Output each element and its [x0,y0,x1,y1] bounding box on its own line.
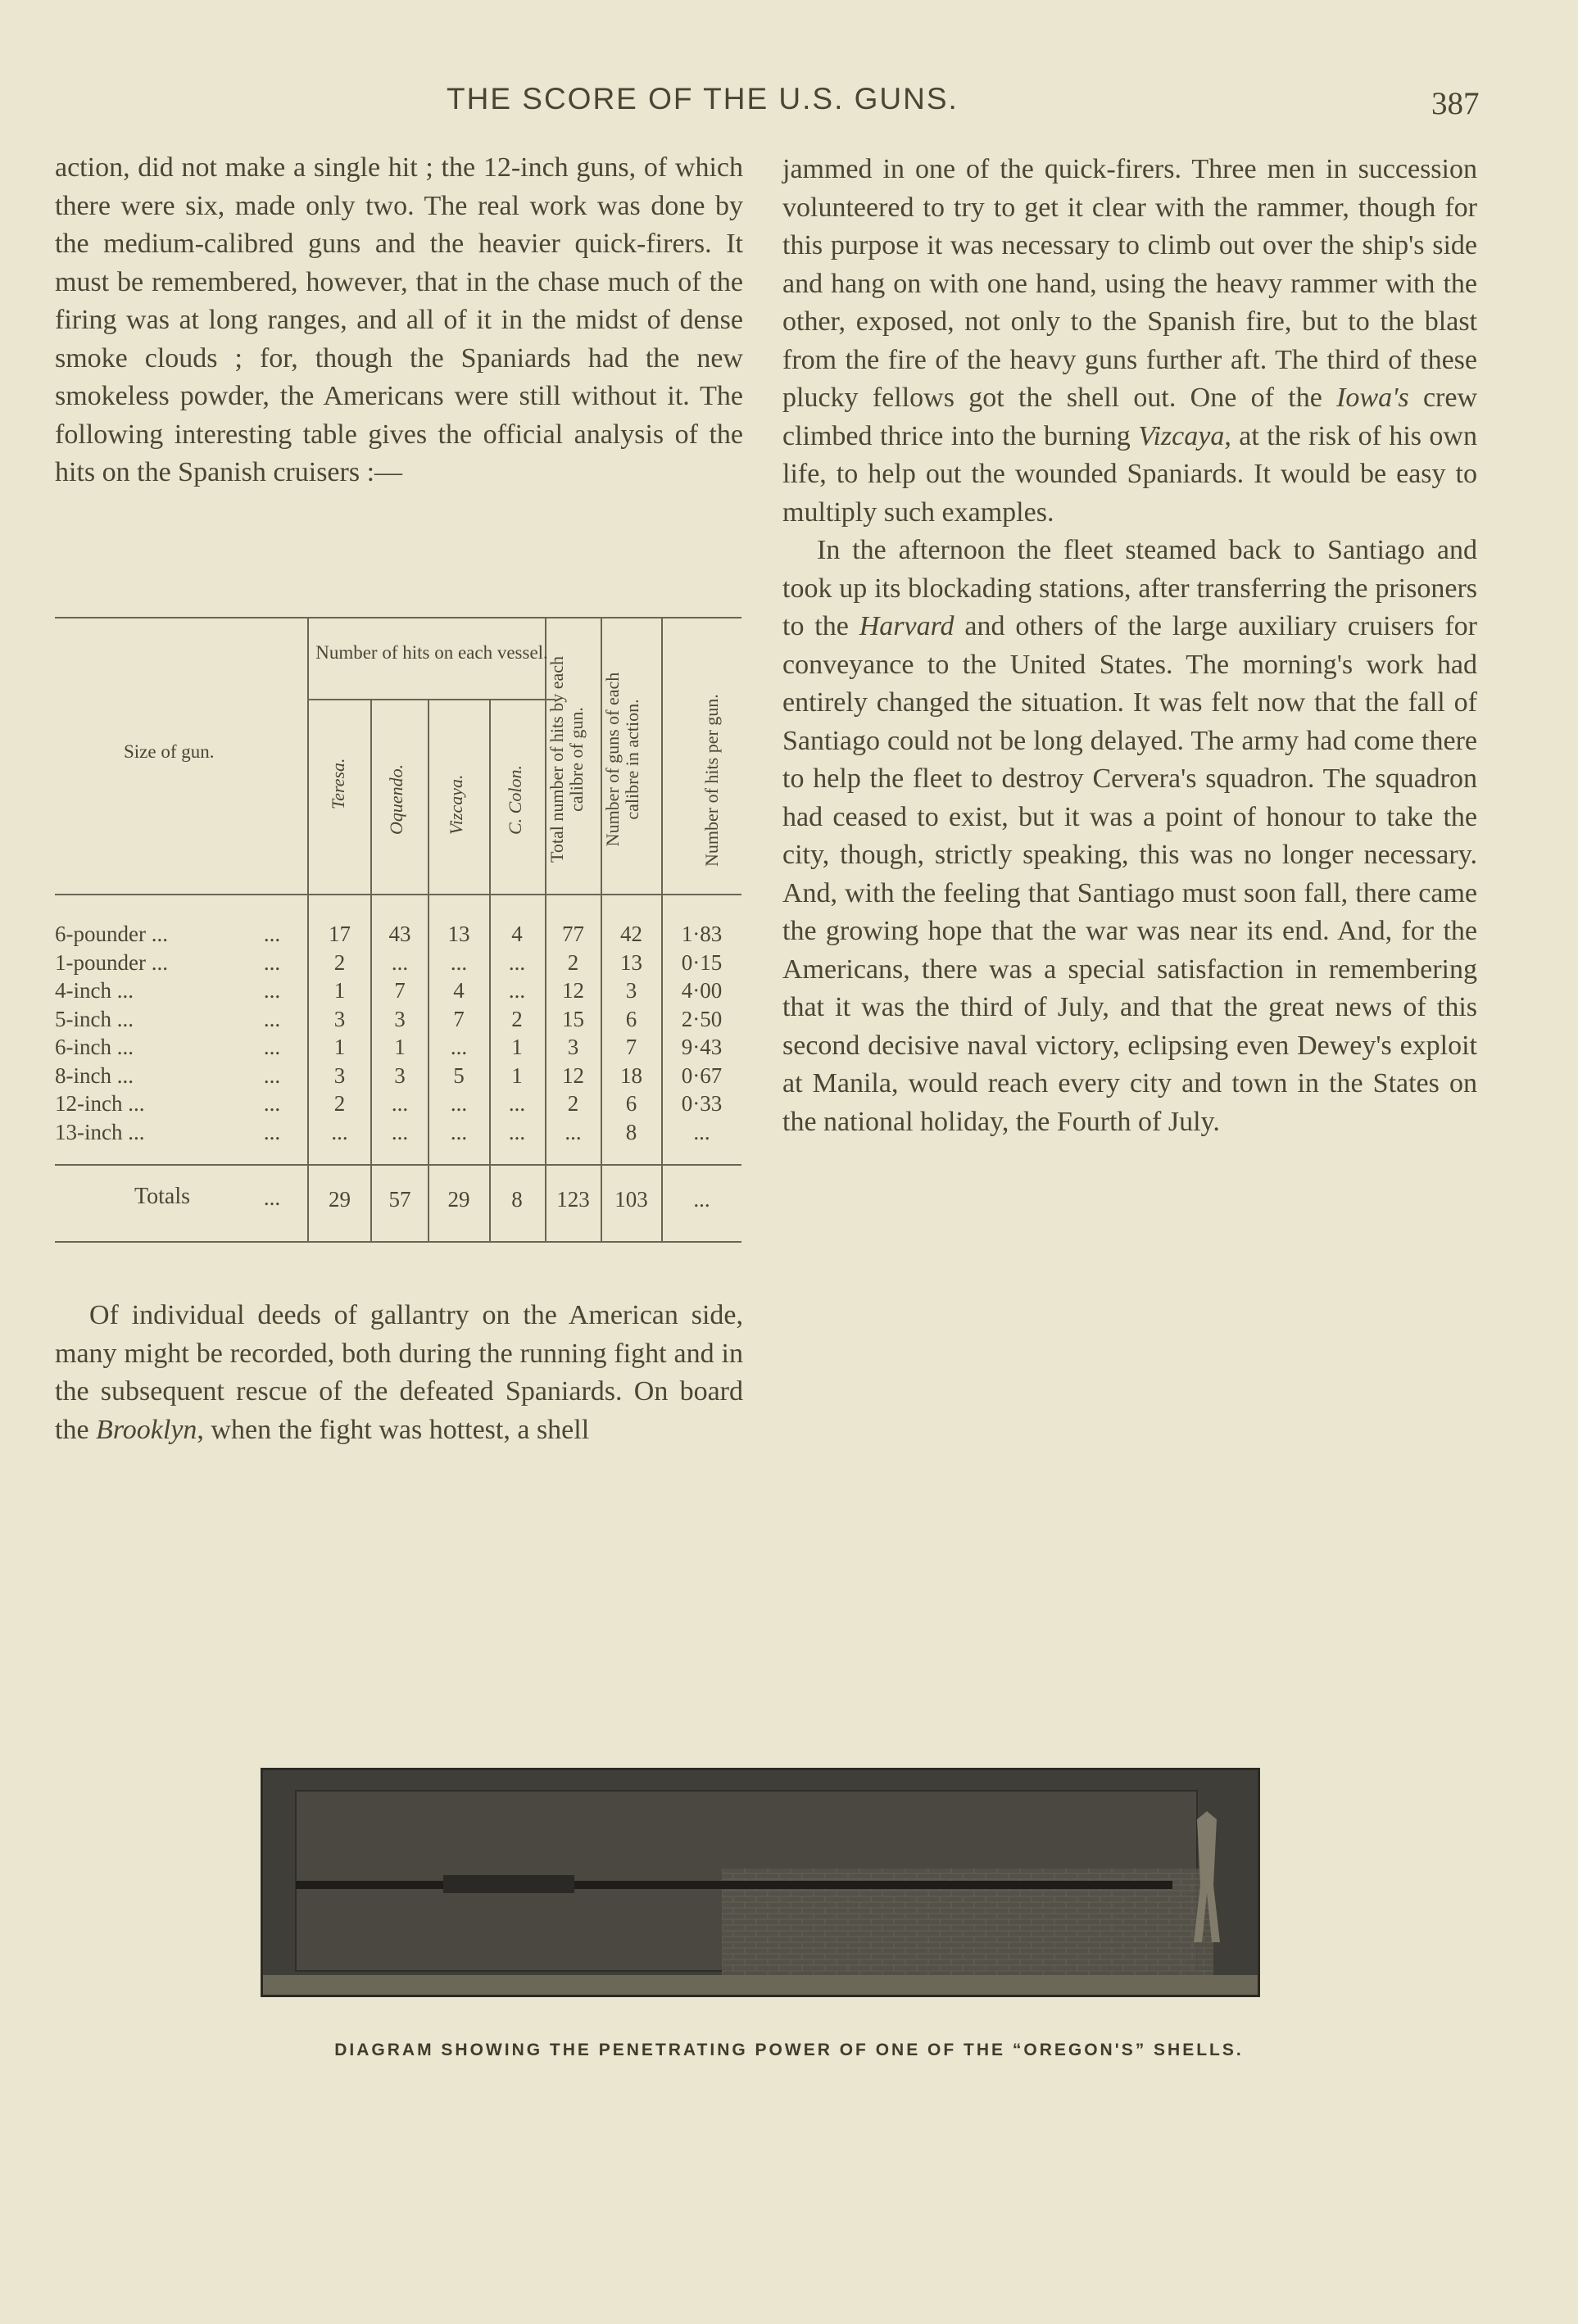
paragraph [782,151,1477,532]
cell-teresa: 2 [333,1091,346,1116]
cell-per-gun: 1·83 [681,922,723,946]
row-leader-dots: ... [263,1035,281,1059]
cell-total: 77 [562,922,584,946]
page-number: 387 [1431,86,1480,121]
table-bottom-rule [55,1241,741,1243]
cell-per-gun: 4·00 [681,978,723,1003]
ground-line [263,1975,1258,1995]
cell-per-gun: 0·15 [681,949,723,975]
cell-colon: 1 [511,1035,523,1059]
paragraph [782,532,1477,1141]
cell-per-gun: ... [693,1119,710,1144]
row-size-label: 12-inch ... [55,1091,145,1116]
row-leader-dots: ... [263,1119,281,1144]
cell-oquendo: ... [391,1119,409,1144]
cell-colon: ... [508,1119,526,1144]
total-hits-header: Total number of hits by each calibre of gun. [546,656,587,863]
cell-oquendo: 1 [394,1035,406,1059]
cell-guns: 13 [620,949,642,975]
cell-guns: 3 [625,978,637,1003]
cell-vizcaya: 7 [453,1006,465,1031]
figure-caption: DIAGRAM SHOWING THE PENETRATING POWER OF ONE OF THE “OREGON'S” SHELLS. [334,2041,1244,2059]
row-leader-dots: ... [263,922,281,946]
totals-guns: 103 [614,1187,648,1212]
cell-teresa: ... [331,1119,348,1144]
cell-oquendo: ... [391,949,409,975]
cell-total: ... [565,1119,582,1144]
totals-label: Totals [134,1184,191,1209]
cell-total: 2 [567,1091,579,1116]
shell-fragments [443,1875,574,1893]
ship-name: Iowa's [1336,383,1409,413]
group-header-rule [309,699,555,700]
cell-total: 12 [562,1062,584,1088]
ship-header-vizcaya: Vizcaya. [446,774,466,835]
paragraph-text: , at the risk of his own life, to help out the wounded Spaniards. It would be easy to multiply such examples. [782,420,1477,528]
row-size-label: 5-inch ... [55,1006,134,1031]
paragraph-text: In the afternoon the fleet steamed back to Santiago and took up its blockading stations, after transferring the prisoners to the [782,535,1477,641]
totals-colon: 8 [511,1187,523,1212]
running-title: THE SCORE OF THE U.S. GUNS. [447,82,959,116]
totals-teresa: 29 [329,1187,351,1212]
guns-in-action-header: Number of guns of each calibre in action. [602,672,642,847]
cell-vizcaya: ... [450,1035,468,1059]
row-size-label: 6-inch ... [55,1035,134,1059]
ship-header-colon: C. Colon. [505,765,525,835]
cell-oquendo: ... [391,1091,409,1116]
shell-path [296,1881,1172,1889]
cell-colon: ... [508,978,526,1003]
cell-teresa: 1 [333,978,346,1003]
cell-guns: 6 [625,1006,637,1031]
row-leader-dots: ... [263,949,281,975]
paragraph-text: crew climbed thrice into the burning [782,383,1477,451]
cell-teresa: 17 [329,922,351,946]
ship-name: Vizcaya [1138,420,1225,451]
cell-total: 3 [567,1035,579,1059]
cell-colon: ... [508,949,526,975]
ship-header-teresa: Teresa. [328,758,348,809]
row-leader-dots: ... [263,1062,281,1088]
cell-oquendo: 3 [394,1006,406,1031]
row-size-label: 4-inch ... [55,978,134,1003]
cell-teresa: 2 [333,949,346,975]
ship-name: Brooklyn [96,1414,197,1445]
row-leader-dots: ... [263,1006,281,1031]
totals-total: 123 [556,1187,590,1212]
cell-oquendo: 7 [394,978,406,1003]
size-header: Size of gun. [124,741,215,762]
cell-vizcaya: 4 [453,978,465,1003]
cell-teresa: 3 [333,1006,346,1031]
left-column-top [55,149,743,492]
cell-colon: 1 [511,1062,523,1088]
ship-header-oquendo: Oquendo. [386,763,406,835]
row-size-label: 8-inch ... [55,1062,134,1088]
cell-vizcaya: ... [450,1119,468,1144]
cell-guns: 6 [625,1091,637,1116]
row-leader-dots: ... [263,1091,281,1116]
table-top-rule [55,617,741,618]
cell-vizcaya: ... [450,949,468,975]
paragraph [55,1297,743,1449]
cell-colon: 2 [511,1006,523,1031]
totals-top-rule [55,1164,741,1166]
cell-teresa: 1 [333,1035,346,1059]
cell-total: 12 [562,978,584,1003]
totals-per-gun: ... [693,1187,710,1212]
cell-vizcaya: 13 [447,922,470,946]
cell-guns: 18 [620,1062,642,1088]
cell-per-gun: 0·67 [681,1062,723,1088]
totals-dots: ... [263,1185,281,1210]
diagram-illustration [263,1770,1258,1995]
cell-guns: 7 [625,1035,637,1059]
hits-per-gun-header: Number of hits per gun. [701,694,722,867]
paragraph: action, did not make a single hit ; the 12-inch guns, of which there were six, made only two. The real work was done by the medium-calibred guns and the heavier quick-firers. It must be remembered, however, that in the chase much of the firing was at long ranges, and all of it in the midst of dense smoke clouds ; for, though the Spaniards had the new smokeless powder, the Americans were still without it. The following interesting table gives the official analysis of the hits on the Spanish cruisers :— [55,152,743,487]
paragraph-text: Of individual deeds of gallantry on the American side, many might be recorded, both during the running fight and in the subsequent rescue of the defeated Spaniards. On board the [55,1300,743,1445]
header-bottom-rule [55,894,741,895]
right-column [782,151,1477,1141]
running-header [0,82,1578,131]
paragraph-text: jammed in one of the quick-firers. Three men in succession volunteered to try to get it clear with the rammer, though for this purpose it was necessary to climb out over the ship's side and hang on with one hand, using the heavy rammer with the other, exposed, not only to the Spanish fire, but to the blast from the fire of the heavy guns further aft. The third of these plucky fellows got the shell out. One of the [782,154,1477,413]
cell-oquendo: 43 [388,922,411,946]
totals-vizcaya: 29 [447,1187,470,1212]
row-size-label: 6-pounder ... [55,922,168,946]
totals-oquendo: 57 [388,1187,411,1212]
cell-total: 15 [562,1006,584,1031]
hits-table [55,617,741,1243]
paragraph-text: and others of the large auxiliary cruisers for conveyance to the United States. The morning's work had entirely changed the situation. It was felt now that the fall of Santiago could not be long delayed. The army had come there to help the fleet to destroy Cervera's squadron. The squadron had ceased to exist, but it was a point of honour to take the city, though, strictly speaking, this was no longer necessary. And, with the feeling that Santiago must soon fall, there came the growing hope that the war was near its end. And, for the Americans, there was a special satisfaction in remembering that it was the third of July, and that the great news of this second decisive naval victory, eclipsing even Dewey's exploit at Manila, would reach every city and town in the States on the national holiday, the Fourth of July. [782,611,1477,1137]
row-size-label: 1-pounder ... [55,949,168,975]
left-column-bottom [55,1297,743,1449]
cell-vizcaya: 5 [453,1062,465,1088]
row-leader-dots: ... [263,978,281,1003]
cell-vizcaya: ... [450,1091,468,1116]
cell-oquendo: 3 [394,1062,406,1088]
cell-guns: 42 [620,922,642,946]
group-header: Number of hits on each vessel. [315,642,548,663]
cell-colon: ... [508,1091,526,1116]
cell-per-gun: 9·43 [681,1035,723,1059]
cell-total: 2 [567,949,579,975]
cell-per-gun: 2·50 [681,1006,723,1031]
cell-colon: 4 [511,922,523,946]
cell-per-gun: 0·33 [681,1091,723,1116]
ship-name: Harvard [859,611,955,641]
cell-teresa: 3 [333,1062,346,1088]
paragraph-text: , when the fight was hottest, a shell [197,1414,590,1445]
row-size-label: 13-inch ... [55,1119,145,1144]
shell-penetration-diagram [261,1768,1260,1997]
cell-guns: 8 [625,1119,637,1144]
